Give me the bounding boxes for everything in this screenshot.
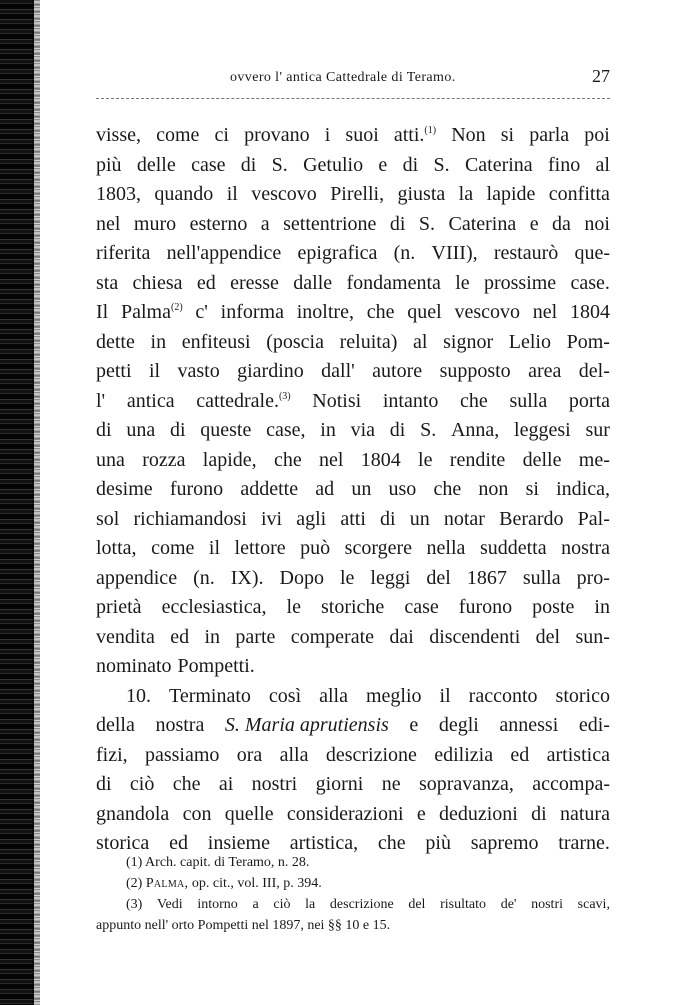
word: c'	[195, 301, 208, 323]
word: scavi,	[577, 897, 610, 912]
word: in	[594, 596, 610, 618]
word: riferita	[96, 242, 151, 264]
word: S.	[420, 419, 437, 441]
word: di	[169, 419, 186, 441]
text-line	[96, 328, 610, 358]
word: giorni	[315, 773, 364, 795]
word: 1803,	[96, 183, 141, 205]
word: si	[500, 124, 515, 146]
word: come	[151, 537, 195, 559]
book-spine-edge	[0, 0, 34, 1005]
word: vendita	[96, 625, 155, 648]
word: addette	[240, 478, 299, 500]
footnote-author: Palma,	[145, 876, 189, 891]
word: natura	[560, 802, 610, 825]
word: più	[425, 832, 451, 854]
text-line	[96, 475, 610, 505]
word: visse,	[96, 124, 141, 146]
word: che	[433, 478, 462, 500]
word: nel	[319, 448, 344, 471]
word: alla	[319, 684, 348, 707]
word: ai	[218, 773, 234, 795]
word: queste	[200, 419, 252, 441]
word: Pirelli,	[330, 183, 385, 205]
word: accompa-	[532, 773, 610, 795]
word: in	[320, 419, 336, 441]
text-line	[96, 446, 610, 476]
word: i	[324, 124, 331, 146]
text-line	[96, 239, 610, 269]
word: S.	[433, 153, 450, 176]
word: discendenti	[429, 625, 521, 648]
word: de'	[500, 897, 517, 912]
word: può	[300, 537, 331, 559]
word: epigrafica	[297, 242, 378, 264]
word: sur	[585, 419, 610, 441]
word: le	[418, 448, 433, 471]
word: risultato	[440, 897, 487, 912]
text-line	[96, 741, 610, 771]
word: descrizione	[325, 743, 417, 766]
word: annessi	[499, 714, 559, 736]
text-line	[96, 505, 610, 535]
word: desime	[96, 478, 153, 500]
word: di	[96, 773, 112, 795]
word: ora	[236, 743, 263, 766]
word: storiche	[321, 596, 385, 618]
word: quelle	[224, 802, 274, 825]
word: al	[413, 330, 428, 353]
word: vescovo	[251, 183, 317, 205]
word: intorno	[197, 897, 238, 912]
word: leggesi	[514, 419, 571, 441]
word: racconto	[468, 684, 538, 707]
word: noi	[584, 212, 610, 235]
word: richiamandosi	[133, 507, 247, 530]
word: (3)	[126, 897, 143, 912]
word: eresse	[230, 271, 279, 294]
word: la	[458, 183, 474, 205]
word: ed	[170, 625, 190, 648]
word: artistica	[546, 743, 610, 766]
word: 1804	[360, 448, 401, 471]
word: degli	[438, 714, 479, 736]
word: descrizione	[329, 897, 394, 912]
word: e	[529, 212, 539, 235]
word: Il	[96, 301, 109, 323]
footnote-3-continuation: appunto nell' orto Pompetti nel 1897, nei §§ 10 e 15.	[96, 918, 391, 933]
word: Getulio	[303, 153, 364, 176]
word: sta	[96, 271, 119, 294]
word: case,	[266, 419, 306, 441]
word: meglio	[366, 684, 422, 707]
word: di	[531, 802, 547, 825]
word: ne	[381, 773, 401, 795]
text-line	[96, 770, 610, 800]
word: lapide,	[202, 448, 257, 471]
word: lapide	[486, 183, 536, 205]
word: que-	[574, 242, 610, 264]
footnote-ref: (2)	[170, 302, 183, 313]
word: più	[96, 153, 122, 176]
word: storica	[96, 832, 150, 854]
word: prossime	[483, 271, 557, 294]
word: e	[378, 153, 388, 176]
word: edilizia	[434, 743, 494, 766]
word: enfiteusi	[181, 330, 251, 353]
word: nominato	[96, 655, 172, 677]
text-line	[96, 298, 610, 328]
section-start-line	[96, 682, 610, 712]
word: confitta	[548, 183, 610, 205]
word-with-note	[196, 387, 290, 417]
word: al	[595, 153, 610, 176]
word: Berardo	[499, 507, 564, 530]
text-line	[96, 800, 610, 830]
word: nostri	[531, 897, 563, 912]
text-line	[96, 121, 610, 151]
body-text	[96, 121, 610, 859]
footnote-2	[96, 873, 610, 894]
word: autore	[372, 360, 423, 382]
footnote-1: (1) Arch. capit. di Teramo, n. 28.	[126, 855, 310, 870]
footnotes	[96, 852, 610, 936]
word: che	[172, 773, 201, 795]
word: poste	[532, 596, 575, 618]
word: nel	[532, 301, 558, 323]
word: IX).	[230, 566, 264, 589]
word: deduzioni	[439, 802, 518, 825]
word: non	[478, 478, 509, 500]
word: Lelio	[508, 330, 551, 353]
word: l'	[96, 389, 106, 412]
word: Non	[451, 124, 486, 146]
word: settentrione	[283, 212, 377, 235]
word: informa	[220, 301, 284, 323]
word: case.	[570, 271, 610, 294]
word: ed	[510, 743, 530, 766]
word: delle	[136, 153, 176, 176]
word: e	[416, 802, 426, 825]
word: antica	[126, 389, 175, 412]
word: considerazioni	[286, 802, 404, 825]
word: case	[191, 153, 226, 176]
word: giardino	[237, 360, 304, 382]
word: poi	[584, 124, 610, 146]
word: storico	[555, 684, 610, 707]
word: e	[409, 714, 419, 736]
word: case	[404, 596, 439, 618]
text-line	[96, 180, 610, 210]
word: dai	[389, 625, 414, 648]
word: ad	[315, 478, 335, 500]
word: appendice	[96, 566, 178, 589]
word: (2)	[126, 876, 143, 891]
section-number: 10.	[126, 684, 151, 707]
word: ci	[214, 124, 229, 146]
word: passiamo	[144, 743, 220, 766]
word: che	[377, 832, 406, 854]
word: vescovo	[454, 301, 521, 323]
word: di	[389, 212, 406, 235]
word: alla	[279, 743, 309, 766]
word-with-note	[394, 121, 436, 151]
running-header	[96, 66, 610, 102]
text-line	[96, 269, 610, 299]
word: di	[96, 419, 112, 441]
word: porta	[568, 389, 610, 412]
word: ciò	[273, 897, 291, 912]
text-line	[96, 357, 610, 387]
word: in	[150, 330, 167, 353]
word-with-note	[121, 298, 183, 328]
word: parla	[529, 124, 570, 146]
word: artistica,	[289, 832, 359, 854]
word: S.	[418, 212, 436, 235]
word: gnandola	[96, 802, 170, 825]
word: parte	[235, 625, 276, 648]
word: uso	[388, 478, 417, 500]
word: dalle	[293, 271, 333, 294]
word: S.	[271, 153, 288, 176]
word: signor	[443, 330, 494, 353]
text-line	[96, 151, 610, 181]
word: 1804	[569, 301, 610, 323]
word: via	[350, 419, 376, 441]
word: esterno	[189, 212, 248, 235]
word: agli	[296, 507, 327, 530]
word: Dopo	[279, 566, 324, 589]
word: le	[286, 596, 301, 618]
word: pro-	[576, 566, 610, 589]
word: (poscia	[266, 330, 324, 353]
word: a	[252, 897, 259, 912]
word: inoltre,	[296, 301, 354, 323]
word: (n.	[393, 242, 416, 264]
text-line	[96, 593, 610, 623]
word: del-	[578, 360, 610, 382]
word: furono	[169, 478, 224, 500]
text-line	[96, 711, 610, 741]
word: una	[126, 419, 156, 441]
word: notar	[443, 507, 485, 530]
word: in	[204, 625, 221, 648]
word: fino	[548, 153, 581, 176]
word: vasto	[177, 360, 220, 382]
header-rule	[96, 98, 610, 99]
word: Pompetti.	[177, 655, 255, 677]
word: restaurò	[493, 242, 559, 264]
word: ed	[169, 832, 188, 854]
word: intanto	[382, 389, 439, 412]
word: le	[339, 566, 355, 589]
word: una	[96, 448, 125, 471]
word: la	[305, 897, 316, 912]
word: un	[351, 478, 372, 500]
word: atti.	[393, 124, 425, 146]
word: da	[552, 212, 571, 235]
word: le	[455, 271, 470, 294]
word: dall'	[321, 360, 355, 382]
word: ivi	[260, 507, 283, 530]
word: Terminato	[169, 684, 251, 707]
word: del	[408, 897, 426, 912]
word: leggi	[370, 566, 411, 589]
word: ecclesiastica,	[161, 596, 267, 618]
word: dette	[96, 330, 135, 353]
word: lotta,	[96, 537, 137, 559]
running-title: ovvero l' antica Cattedrale di Teramo.	[230, 70, 456, 85]
word: di	[240, 153, 257, 176]
word: un	[409, 507, 430, 530]
word: suddetta	[479, 537, 547, 559]
text-line	[96, 652, 610, 682]
word: delle	[522, 448, 562, 471]
word: il	[439, 684, 451, 707]
word: atti	[340, 507, 366, 530]
word: quel	[407, 301, 442, 323]
word: Anna,	[450, 419, 500, 441]
word: VIII),	[431, 242, 478, 264]
word: sopravanza,	[418, 773, 514, 795]
word: Palma	[120, 301, 171, 323]
word: suoi	[345, 124, 379, 146]
word: nostra	[561, 537, 610, 559]
word: sol	[96, 507, 120, 530]
word: indica,	[556, 478, 610, 500]
page-number: 27	[592, 66, 610, 86]
word: trarne.	[558, 832, 610, 854]
text-line	[96, 534, 610, 564]
word: sapremo	[470, 832, 539, 854]
text-line	[96, 623, 610, 653]
text-line	[96, 564, 610, 594]
word: cattedrale.	[196, 389, 279, 412]
word: giusta	[397, 183, 446, 205]
word: (n.	[193, 566, 215, 589]
word: prietà	[96, 596, 142, 618]
footnote-ref: (3)	[278, 390, 291, 402]
word: nel	[96, 212, 121, 235]
word: area	[528, 360, 562, 382]
word: di	[389, 419, 406, 441]
word: il	[208, 537, 221, 559]
word: come	[156, 124, 200, 146]
word: che	[460, 389, 488, 412]
word: Vedi	[157, 897, 183, 912]
word: sun-	[575, 625, 610, 648]
word: fondamenta	[346, 271, 441, 294]
word: Caterina	[464, 153, 533, 176]
word: del	[426, 566, 451, 589]
word: il	[226, 183, 238, 205]
word: si	[525, 478, 539, 500]
italic-title: S. Maria aprutiensis	[224, 714, 389, 736]
word: Caterina	[448, 212, 517, 235]
word: il	[148, 360, 161, 382]
word: op. cit., vol. III, p. 394.	[191, 876, 322, 891]
text-line	[96, 210, 610, 240]
word: scorgere	[344, 537, 413, 559]
word: Notisi	[312, 389, 362, 412]
word: lettore	[234, 537, 286, 559]
word: rozza	[142, 448, 186, 471]
word: petti	[96, 360, 132, 382]
word: che	[273, 448, 302, 471]
word: di	[402, 153, 419, 176]
word: furono	[458, 596, 513, 618]
word: muro	[133, 212, 177, 235]
word: chiesa	[132, 271, 183, 294]
word: del	[535, 625, 561, 648]
word: ciò	[129, 773, 155, 795]
word: di	[380, 507, 396, 530]
word: che	[366, 301, 395, 323]
word: ed	[196, 271, 216, 294]
word: me-	[578, 448, 610, 471]
word: comperate	[290, 625, 375, 648]
word: nostra	[155, 714, 205, 736]
word: supposto	[439, 360, 511, 382]
word: a	[260, 212, 270, 235]
word: nell'appendice	[166, 242, 282, 264]
word: rendite	[449, 448, 506, 471]
word: nostri	[251, 773, 298, 795]
word: fizi,	[96, 743, 128, 766]
word: insieme	[207, 832, 270, 854]
word: reluita)	[339, 330, 398, 353]
word: sulla	[522, 566, 561, 589]
word: nella	[426, 537, 466, 559]
footnote-ref: (1)	[424, 125, 437, 136]
word: Pom-	[566, 330, 610, 353]
word: quando	[154, 183, 214, 205]
word: così	[268, 684, 302, 707]
text-line	[96, 387, 610, 417]
word: provano	[244, 124, 310, 146]
text-line	[96, 416, 610, 446]
word: 1867	[466, 566, 507, 589]
word: sulla	[509, 389, 548, 412]
word: edi-	[578, 714, 610, 736]
word: Pal-	[577, 507, 610, 530]
word: con	[182, 802, 212, 825]
word: della	[96, 714, 135, 736]
footnote-3	[96, 894, 610, 915]
